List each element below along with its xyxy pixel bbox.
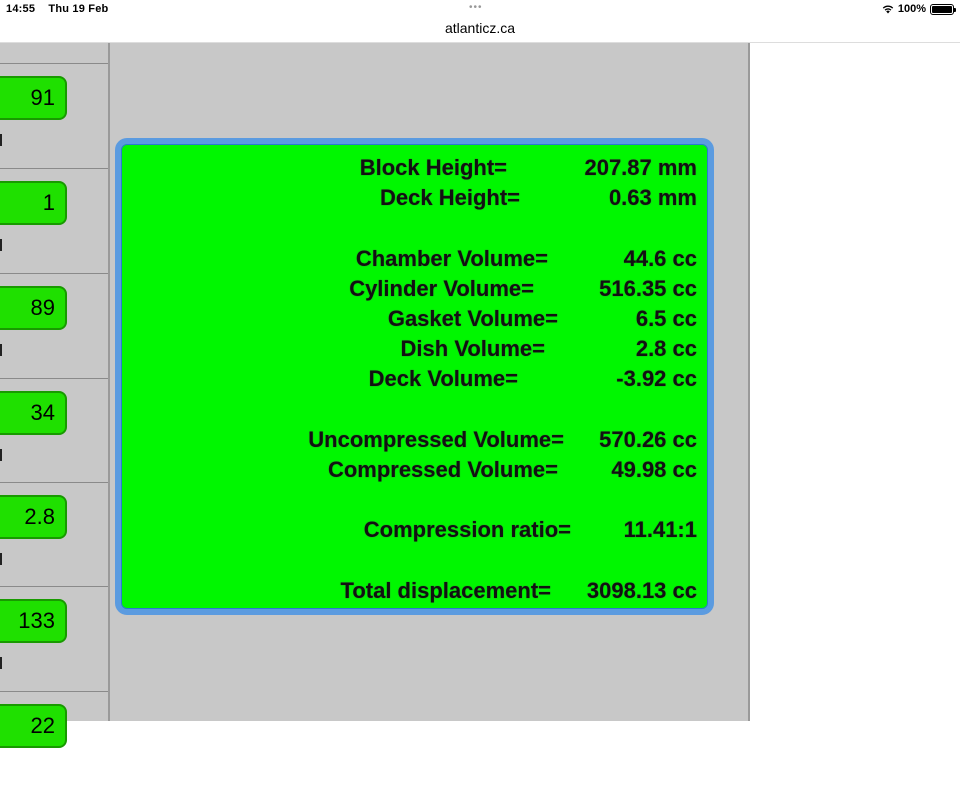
result-value: 570.26 cc: [599, 427, 697, 452]
input-field[interactable]: 2.8: [0, 495, 67, 539]
input-row: [0, 691, 108, 796]
row-marker: [0, 657, 2, 669]
input-row: [0, 168, 108, 273]
battery-percent: 100%: [897, 3, 926, 15]
result-uncompressed-volume: [121, 426, 708, 454]
result-label: Block Height=: [359, 155, 507, 180]
result-compression-ratio: [121, 516, 708, 544]
result-label: Uncompressed Volume=: [308, 427, 564, 452]
wifi-icon: [882, 4, 894, 14]
result-label: Gasket Volume=: [387, 306, 558, 331]
result-gasket-volume: [121, 305, 708, 333]
input-column: [0, 43, 110, 738]
result-label: Deck Volume=: [368, 366, 518, 391]
address-bar[interactable]: [0, 18, 960, 42]
input-field[interactable]: 22: [0, 704, 67, 748]
row-marker: [0, 134, 2, 146]
result-value: 2.8 cc: [635, 336, 697, 361]
row-marker: [0, 239, 2, 251]
result-value: 6.5 cc: [635, 306, 697, 331]
input-field[interactable]: 91: [0, 76, 67, 120]
row-marker: [0, 344, 2, 356]
input-row: [0, 378, 108, 483]
status-date: Thu 19 Feb: [48, 3, 109, 15]
input-field[interactable]: 133: [0, 599, 67, 643]
result-chamber-volume: [121, 245, 708, 273]
result-value: 44.6 cc: [623, 246, 697, 271]
result-value: 0.63 mm: [608, 185, 697, 210]
input-field[interactable]: 34: [0, 391, 67, 435]
result-cylinder-volume: [121, 275, 708, 303]
result-label: Cylinder Volume=: [349, 276, 534, 301]
result-block-height: [121, 154, 708, 182]
input-row: [0, 586, 108, 691]
result-label: Compression ratio=: [363, 517, 571, 542]
result-label: Total displacement=: [340, 578, 551, 603]
result-label: Dish Volume=: [400, 336, 545, 361]
result-compressed-volume: [121, 456, 708, 484]
input-field[interactable]: 89: [0, 286, 67, 330]
web-page: [0, 42, 960, 738]
row-marker: [0, 449, 2, 461]
url-text[interactable]: atlanticz.ca: [444, 20, 516, 36]
result-value: 49.98 cc: [611, 457, 697, 482]
row-marker: [0, 553, 2, 565]
result-label: Compressed Volume=: [327, 457, 558, 482]
result-total-displacement: [121, 577, 708, 605]
result-deck-height: [121, 184, 708, 212]
multitasking-dots-icon[interactable]: •••: [469, 2, 483, 13]
result-dish-volume: [121, 335, 708, 363]
result-value: 516.35 cc: [599, 276, 697, 301]
input-field[interactable]: 1: [0, 181, 67, 225]
result-value: 207.87 mm: [584, 155, 697, 180]
input-row: [0, 273, 108, 378]
result-label: Deck Height=: [380, 185, 520, 210]
status-bar: [0, 0, 960, 20]
result-value: 3098.13 cc: [586, 578, 697, 603]
result-value: 11.41:1: [623, 517, 697, 542]
result-deck-volume: [121, 365, 708, 393]
status-left: [6, 3, 118, 15]
results-panel: [115, 138, 714, 615]
status-time: 14:55: [6, 3, 36, 15]
result-value: -3.92 cc: [616, 366, 697, 391]
result-label: Chamber Volume=: [355, 246, 548, 271]
status-right: [882, 3, 954, 15]
input-row: [0, 63, 108, 168]
battery-icon: [930, 4, 954, 15]
input-row: [0, 482, 108, 587]
